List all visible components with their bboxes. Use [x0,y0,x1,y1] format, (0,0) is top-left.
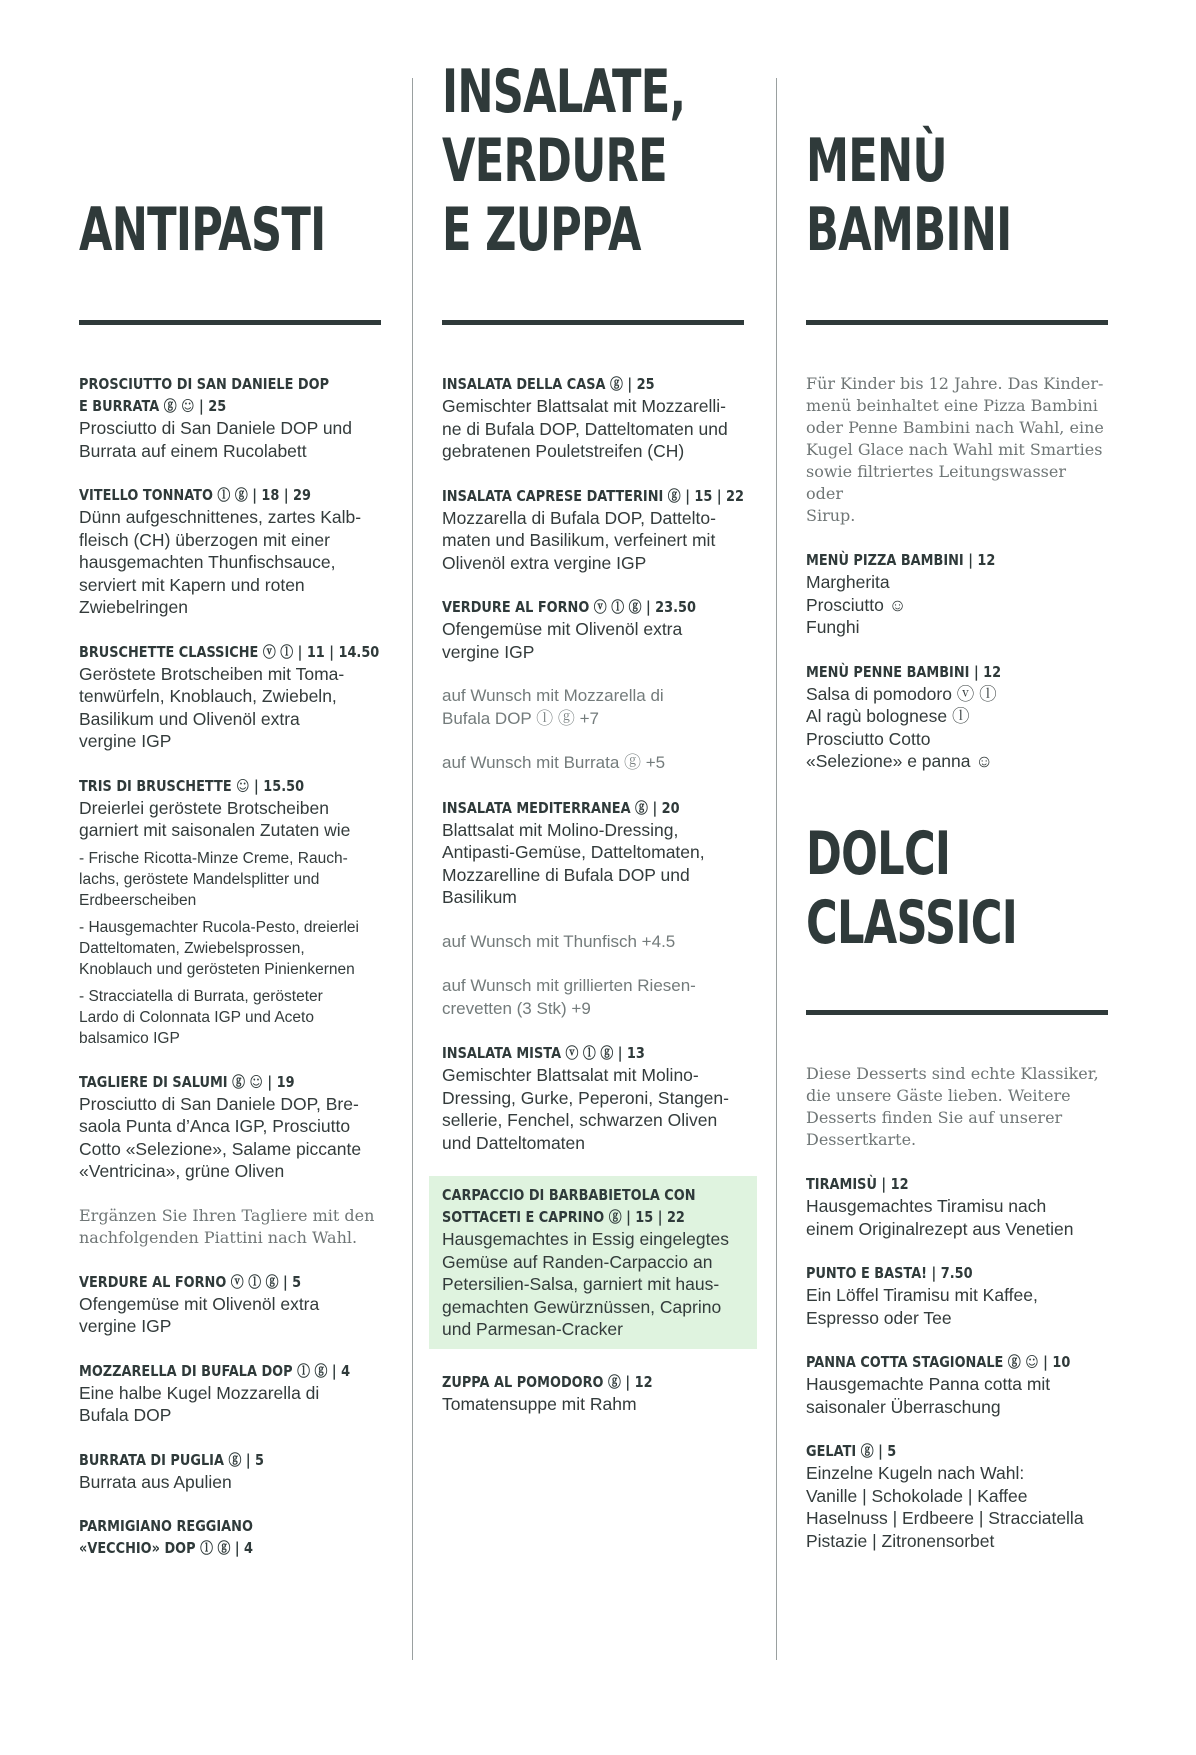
description-line: Eine halbe Kugel Mozzarella di [79,1382,320,1403]
item-name-line: PARMIGIANO REGGIANO [79,1517,253,1535]
description-line: Ein Löffel Tiramisu mit Kaffee, [806,1285,1038,1305]
bullet-line: - Frische Ricotta-Minze Creme, Rauch- [79,849,348,867]
item-name-line: BURRATA DI PUGLIA ⓖ | 5 [79,1450,265,1469]
description-line: Dünn aufgeschnittenes, zartes Kalb- [79,507,362,527]
item-description [442,507,744,575]
item-name-line: BRUSCHETTE CLASSICHE ⓥ ⓛ | 11 | 14.50 [79,642,380,661]
description-line: Funghi [806,617,860,637]
description-line: Einzelne Kugeln nach Wahl: [806,1463,1025,1483]
section-title-line: E ZUPPA [442,195,641,265]
note-line: Dessertkarte. [806,1130,917,1149]
item-name-line: PANNA COTTA STAGIONALE ⓖ ☺ | 10 [806,1353,1071,1371]
description-line: Antipasti-Gemüse, Datteltomaten, [442,842,705,862]
item-name-line: INSALATA CAPRESE DATTERINI ⓖ | 15 | 22 [442,486,745,505]
addon-line: crevetten (3 Stk) +9 [442,998,591,1018]
item-name [79,775,381,797]
description-line: Mozzarella di Bufala DOP, Dattelto- [442,507,716,528]
description-line: garniert mit saisonalen Zutaten wie [79,820,351,840]
item-name-line: GELATI ⓖ | 5 [806,1442,897,1460]
note-line: Sirup. [806,506,856,525]
item-name-line: MOZZARELLA DI BUFALA DOP ⓛ ⓖ | 4 [79,1361,351,1380]
item-description [79,797,381,842]
menu-item [442,596,744,663]
section-title-line: MENÙ [806,126,947,196]
description-line: Margherita [806,572,890,592]
description-line: Burrata auf einem Rucolabett [79,440,307,461]
description-line: maten und Basilikum, verfeinert mit [442,530,716,550]
description-line: Tomatensuppe mit Rahm [442,1393,637,1414]
description-line: Ofengemüse mit Olivenöl extra [79,1293,320,1314]
note-line: oder Penne Bambini nach Wahl, eine [806,418,1104,437]
description-line: Prosciutto di San Daniele DOP, Bre- [79,1093,359,1114]
description-line: Zwiebelringen [79,597,188,617]
item-name-line: VERDURE AL FORNO ⓥ ⓛ ⓖ | 23.50 [442,598,696,616]
description-line: ne di Bufala DOP, Datteltomaten und [442,418,728,439]
description-line: gemachten Gewürznüssen, Caprino [442,1296,722,1317]
section-title-line: CLASSICI [806,888,1018,958]
addon-line: auf Wunsch mit grillierten Riesen- [442,976,696,995]
addon-option [442,752,744,775]
description-line: und Datteltomaten [442,1132,586,1153]
description-line: Gemischter Blattsalat mit Mozzarelli- [442,396,726,416]
section-title [806,127,1012,265]
description-line: Dressing, Gurke, Peperoni, Stangen- [442,1087,729,1108]
section-title [79,196,325,265]
section-rule [806,1010,1108,1015]
item-name [79,1071,381,1093]
menu-item [79,1449,381,1494]
item-name [79,1449,381,1471]
item-description [806,1462,1108,1552]
item-name [442,1371,744,1393]
description-line: Cotto «Selezione», Salame piccante [79,1138,362,1159]
description-line: einem Originalrezept aus Venetien [806,1218,1074,1239]
item-description [79,1293,381,1338]
item-description [442,1393,744,1416]
item-name-line: «VECCHIO» DOP ⓛ ⓖ | 4 [79,1539,254,1557]
menu-item [442,1371,744,1416]
bullet-item [79,848,381,911]
description-line: Gemischter Blattsalat mit Molino- [442,1065,699,1085]
item-description [442,618,744,663]
item-name-line: E BURRATA ⓖ ☺ | 25 [79,397,227,415]
menu-item [79,1360,381,1427]
note-line: Desserts finden Sie auf unserer [806,1108,1063,1127]
item-name [806,1351,1108,1373]
description-line: vergine IGP [79,731,172,751]
item-name-line: SOTTACETI E CAPRINO ⓖ | 15 | 22 [442,1208,685,1226]
note-line: nachfolgenden Piattini nach Wahl. [79,1227,358,1247]
addon-option [442,975,744,1020]
menu-item [442,1042,744,1154]
intro-note [806,1063,1108,1151]
item-name [79,1360,381,1382]
description-line: fleisch (CH) überzogen mit einer [79,529,330,550]
item-name-line: MENÙ PIZZA BAMBINI | 12 [806,551,996,569]
description-line: und Parmesan-Cracker [442,1319,623,1339]
item-description [806,571,1108,639]
description-line: vergine IGP [79,1316,172,1336]
section-rule [806,320,1108,325]
description-line: saola Punta d’Anca IGP, Prosciutto [79,1116,351,1136]
description-line: Burrata aus Apulien [79,1471,232,1492]
section-rule [442,320,744,325]
item-name-line: VERDURE AL FORNO ⓥ ⓛ ⓖ | 5 [79,1272,302,1291]
bullet-line: Lardo di Colonnata IGP und Aceto [79,1008,314,1026]
column-divider [776,78,777,1660]
menu-item [79,641,381,753]
description-line: Hausgemachtes Tiramisu nach [806,1196,1047,1216]
note-line: die unsere Gäste lieben. Weitere [806,1086,1071,1105]
description-line: Pistazie | Zitronensorbet [806,1530,995,1551]
item-description [79,1093,381,1183]
note-line: Diese Desserts sind echte Klassiker, [806,1064,1099,1083]
description-line: Vanille | Schokolade | Kaffee [806,1485,1028,1506]
bullet-line: Knoblauch und gerösteten Pinienkernen [79,960,355,978]
item-description [442,1228,744,1341]
menu-item [806,549,1108,639]
description-line: Basilikum [442,887,517,907]
intro-note [79,1205,381,1249]
item-description [806,1195,1108,1240]
addon-line: Bufala DOP ⓛ ⓖ +7 [442,708,600,728]
menu-list [806,1063,1108,1574]
menu-item [806,1440,1108,1552]
menu-item [806,1262,1108,1329]
addon-line: auf Wunsch mit Thunfisch +4.5 [442,931,676,951]
description-line: Ofengemüse mit Olivenöl extra [442,619,683,639]
addon-option [442,685,744,730]
item-name [79,1271,381,1293]
item-name [442,1042,744,1064]
bullet-line: lachs, geröstete Mandelsplitter und [79,870,320,888]
menu-list [806,373,1108,795]
item-name [806,1440,1108,1462]
item-name-line: PUNTO E BASTA! | 7.50 [806,1264,973,1282]
description-line: Al ragù bolognese ⓛ [806,706,970,726]
description-line: Prosciutto Cotto [806,728,931,749]
menu-item [442,373,744,463]
description-line: Salsa di pomodoro ⓥ ⓛ [806,683,997,704]
item-description [442,1064,744,1154]
menu-list [79,373,381,1581]
bullet-line: - Hausgemachter Rucola-Pesto, dreierlei [79,918,359,936]
item-name [442,373,744,395]
description-line: Basilikum und Olivenöl extra [79,708,300,729]
item-description [79,1382,381,1427]
intro-note [806,373,1108,527]
section-rule [79,320,381,325]
description-line: gebratenen Pouletstreifen (CH) [442,441,685,461]
item-name [442,1184,744,1228]
menu-item [806,1173,1108,1240]
description-line: Mozzarelline di Bufala DOP und [442,864,690,885]
description-line: Espresso oder Tee [806,1307,952,1328]
description-line: sellerie, Fenchel, schwarzen Oliven [442,1110,718,1130]
note-line: Ergänzen Sie Ihren Tagliere mit den [79,1205,375,1225]
menu-item [79,484,381,619]
note-line: menü beinhaltet eine Pizza Bambini [806,396,1098,415]
description-line: Prosciutto di San Daniele DOP und [79,418,353,438]
bullet-line: - Stracciatella di Burrata, gerösteter [79,987,323,1005]
menu-item [79,775,381,1049]
item-name [79,373,381,417]
addon-line: auf Wunsch mit Mozzarella di [442,686,664,705]
item-name [442,485,744,507]
bullet-line: Datteltomaten, Zwiebelsprossen, [79,939,305,957]
bullet-item [79,917,381,980]
section-title [806,820,1017,958]
description-line: vergine IGP [442,641,535,662]
item-name-line: TRIS DI BRUSCHETTE ☺ | 15.50 [79,776,305,795]
menu-item [806,661,1108,773]
section-title-line: BAMBINI [806,195,1012,265]
description-line: Gemüse auf Randen-Carpaccio an [442,1251,713,1272]
bullet-line: balsamico IGP [79,1029,180,1047]
item-name [806,549,1108,571]
menu-item [442,797,744,909]
item-name [79,641,381,663]
item-name-line: INSALATA MISTA ⓥ ⓛ ⓖ | 13 [442,1044,645,1062]
section-title-line: DOLCI [806,819,951,889]
item-name-line: TIRAMISÙ | 12 [806,1175,909,1193]
description-line: Geröstete Brotscheiben mit Toma- [79,663,345,684]
menu-list [442,373,744,1437]
item-name [79,1515,381,1559]
description-line: Hausgemachte Panna cotta mit [806,1374,1051,1394]
menu-item [79,1271,381,1338]
menu-item [79,1515,381,1559]
item-name-line: INSALATA DELLA CASA ⓖ | 25 [442,375,655,393]
item-description [442,395,744,463]
item-description [806,683,1108,773]
addon-option [442,931,744,954]
item-name-line: VITELLO TONNATO ⓛ ⓖ | 18 | 29 [79,486,312,504]
item-name-line: PROSCIUTTO DI SAN DANIELE DOP [79,375,330,393]
bullet-item [79,986,381,1049]
item-name [442,797,744,819]
note-line: sowie filtriertes Leitungswasser oder [806,462,1066,503]
item-name [806,661,1108,683]
description-line: Prosciutto ☺ [806,594,907,615]
description-line: serviert mit Kapern und roten [79,574,305,595]
description-line: Olivenöl extra vergine IGP [442,552,647,573]
description-line: hausgemachten Thunfischsauce, [79,552,336,572]
description-line: Hausgemachtes in Essig eingelegtes [442,1229,729,1249]
note-line: Kugel Glace nach Wahl mit Smarties [806,440,1103,459]
description-line: Petersilien-Salsa, garniert mit haus- [442,1274,720,1294]
item-description [79,506,381,619]
description-line: Bufala DOP [79,1405,172,1425]
section-title-line: ANTIPASTI [79,195,326,265]
section-title-line: INSALATE, [442,57,686,127]
section-title-line: VERDURE [442,126,667,196]
column-divider [412,78,413,1660]
description-line: tenwürfeln, Knoblauch, Zwiebeln, [79,686,337,706]
description-line: «Ventricina», grüne Oliven [79,1161,285,1181]
item-name [442,596,744,618]
item-name [79,484,381,506]
menu-item [79,373,381,462]
item-name [806,1173,1108,1195]
description-line: Haselnuss | Erdbeere | Stracciatella [806,1508,1084,1528]
item-name [806,1262,1108,1284]
item-name-line: TAGLIERE DI SALUMI ⓖ ☺ | 19 [79,1072,295,1091]
item-name-line: CARPACCIO DI BARBABIETOLA CON [442,1186,696,1204]
item-name-line: ZUPPA AL POMODORO ⓖ | 12 [442,1372,653,1391]
item-description [442,819,744,909]
item-name-line: MENÙ PENNE BAMBINI | 12 [806,662,1002,681]
item-description [806,1373,1108,1418]
item-description [79,417,381,462]
menu-item [442,485,744,575]
item-description [79,663,381,753]
item-description [806,1284,1108,1329]
section-title [442,58,685,265]
item-description [79,1471,381,1494]
note-line: Für Kinder bis 12 Jahre. Das Kinder- [806,374,1104,393]
addon-line: auf Wunsch mit Burrata ⓖ +5 [442,753,666,772]
description-line: saisonaler Überraschung [806,1396,1001,1417]
description-line: Blattsalat mit Molino-Dressing, [442,819,679,840]
menu-item [806,1351,1108,1418]
menu-item [79,1071,381,1183]
bullet-line: Erdbeerscheiben [79,891,197,909]
highlighted-menu-item [429,1176,757,1349]
description-line: Dreierlei geröstete Brotscheiben [79,797,329,818]
item-name-line: INSALATA MEDITERRANEA ⓖ | 20 [442,798,680,817]
description-line: «Selezione» e panna ☺ [806,751,994,771]
